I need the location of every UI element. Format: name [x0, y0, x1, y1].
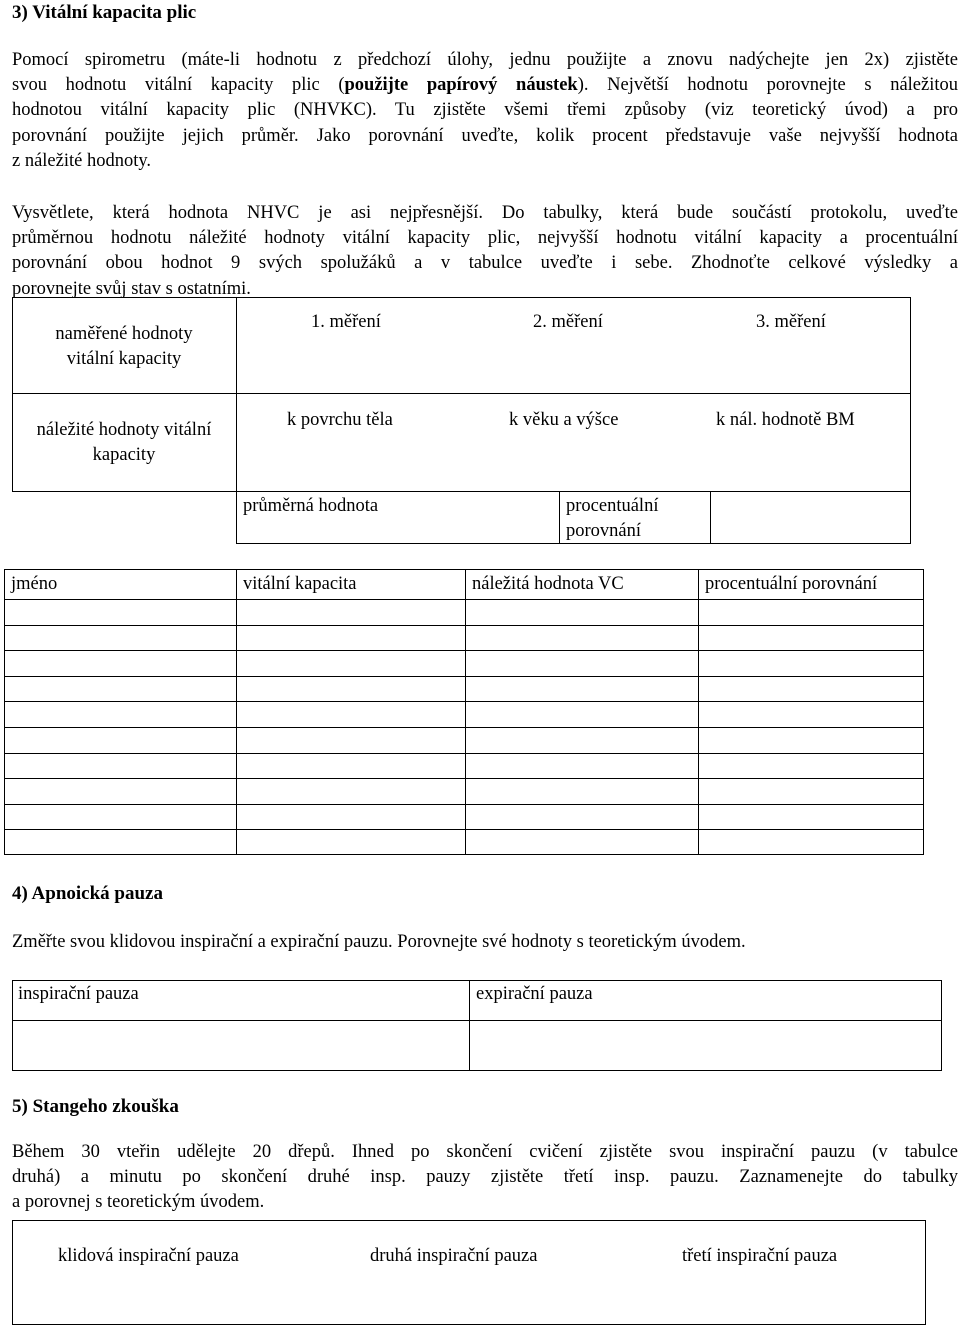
- text-line: druhá) a minutu po skončení druhé insp. pauzy zjistěte třetí insp. pauzu. Zaznamenejte do tabulky: [12, 1167, 958, 1188]
- table-divider: [469, 980, 470, 1071]
- table-row-line: [4, 650, 924, 651]
- table-row-line: [4, 778, 924, 779]
- table-row-line: [4, 753, 924, 754]
- header-inspiratory: inspirační pauza: [18, 984, 139, 1004]
- table-row-line: [4, 701, 924, 702]
- classmates-table: [4, 569, 924, 855]
- stange-table: [12, 1220, 926, 1325]
- method-age-height: k věku a výšce: [509, 410, 619, 430]
- table-divider: [236, 569, 237, 855]
- text-line: z náležité hodnoty.: [12, 150, 152, 171]
- header-name: jméno: [11, 574, 58, 594]
- table-row-line: [4, 804, 924, 805]
- table-row-line: [4, 727, 924, 728]
- table-divider: [910, 491, 911, 544]
- text-line: a porovnej s teoretickým úvodem.: [12, 1192, 265, 1213]
- table-row-line: [4, 676, 924, 677]
- measurement-3-header: 3. měření: [756, 312, 826, 332]
- text-line: hodnotou vitální kapacity plic (NHVKC). Tu zjistěte všemi třemi způsoby (viz teoretický úvod) a pro: [12, 100, 958, 121]
- measurement-1-header: 1. měření: [311, 312, 381, 332]
- section-4-text: Změřte svou klidovou inspirační a expirační pauzu. Porovnejte své hodnoty s teoretickým úvodem.: [12, 932, 746, 952]
- header-expiratory: expirační pauza: [476, 984, 593, 1004]
- table-divider: [236, 297, 237, 394]
- table-divider: [12, 1020, 942, 1021]
- method-bm: k nál. hodnotě BM: [716, 410, 855, 430]
- text-line: Pomocí spirometru (máte-li hodnotu z předchozí úlohy, jednu použijte a znovu nadýchejte jen 2x) zjistěte: [12, 50, 958, 70]
- header-second-pause: druhá inspirační pauza: [370, 1246, 538, 1266]
- text-line: [12, 73, 958, 98]
- section-4-heading: 4) Apnoická pauza: [12, 883, 163, 904]
- header-third-pause: třetí inspirační pauza: [682, 1246, 838, 1266]
- header-resting-pause: klidová inspirační pauza: [58, 1246, 239, 1266]
- table-divider: [559, 491, 560, 544]
- table-row-line: [4, 599, 924, 600]
- text-line: Během 30 vteřin udělejte 20 dřepů. Ihned po skončení cvičení zjistěte svou inspirační pauzu (v tabulce: [12, 1142, 958, 1162]
- text-line: Vysvětlete, která hodnota NHVC je asi nejpřesnější. Do tabulky, která bude součástí protokolu, uveďte: [12, 203, 958, 223]
- table-row-line: [4, 625, 924, 626]
- measurement-2-header: 2. měření: [533, 312, 603, 332]
- table-divider: [465, 569, 466, 855]
- method-body-surface: k povrchu těla: [287, 410, 393, 430]
- section-5-heading: 5) Stangeho zkouška: [12, 1096, 179, 1117]
- table-row-line: [4, 829, 924, 830]
- text-line: průměrnou hodnotu náležité hodnoty vitální kapacity plic, nejvyšší hodnotu vitální kapacity a procentuální: [12, 228, 958, 249]
- section-3-instructions: [12, 48, 958, 174]
- predicted-label: náležité hodnoty vitální kapacity: [36, 420, 212, 465]
- table-divider: [698, 569, 699, 855]
- header-predicted-vc: náležitá hodnota VC: [472, 574, 624, 594]
- text-line: porovnejte svůj stav s ostatními.: [12, 278, 251, 299]
- text-fragment: ). Největší hodnotu porovnejte s náležitou: [577, 75, 958, 96]
- section-5-text: [12, 1140, 958, 1216]
- text-line: porovnání použijte jejich průměr. Jako porovnání uveďte, kolik procent představuje vaše nejvyšší hodnota: [12, 125, 958, 146]
- average-label: průměrná hodnota: [243, 496, 379, 516]
- bold-instruction: použijte papírový náustek: [344, 75, 578, 96]
- header-vital-capacity: vitální kapacita: [243, 574, 357, 594]
- text-line: porovnání obou hodnot 9 svých spolužáků a v tabulce uveďte i sebe. Zhodnoťte celkové výsledky a: [12, 253, 958, 274]
- section-3-task: [12, 201, 958, 302]
- section-3-heading: 3) Vitální kapacita plic: [12, 2, 197, 23]
- header-percent: procentuální porovnání: [705, 574, 878, 594]
- table-divider: [236, 393, 237, 544]
- measured-label: naměřené hodnoty vitální kapacity: [55, 324, 193, 369]
- table-divider: [710, 491, 711, 544]
- percent-label: procentuální porovnání: [566, 496, 659, 541]
- text-fragment: svou hodnotu vitální kapacity plic (: [12, 75, 345, 96]
